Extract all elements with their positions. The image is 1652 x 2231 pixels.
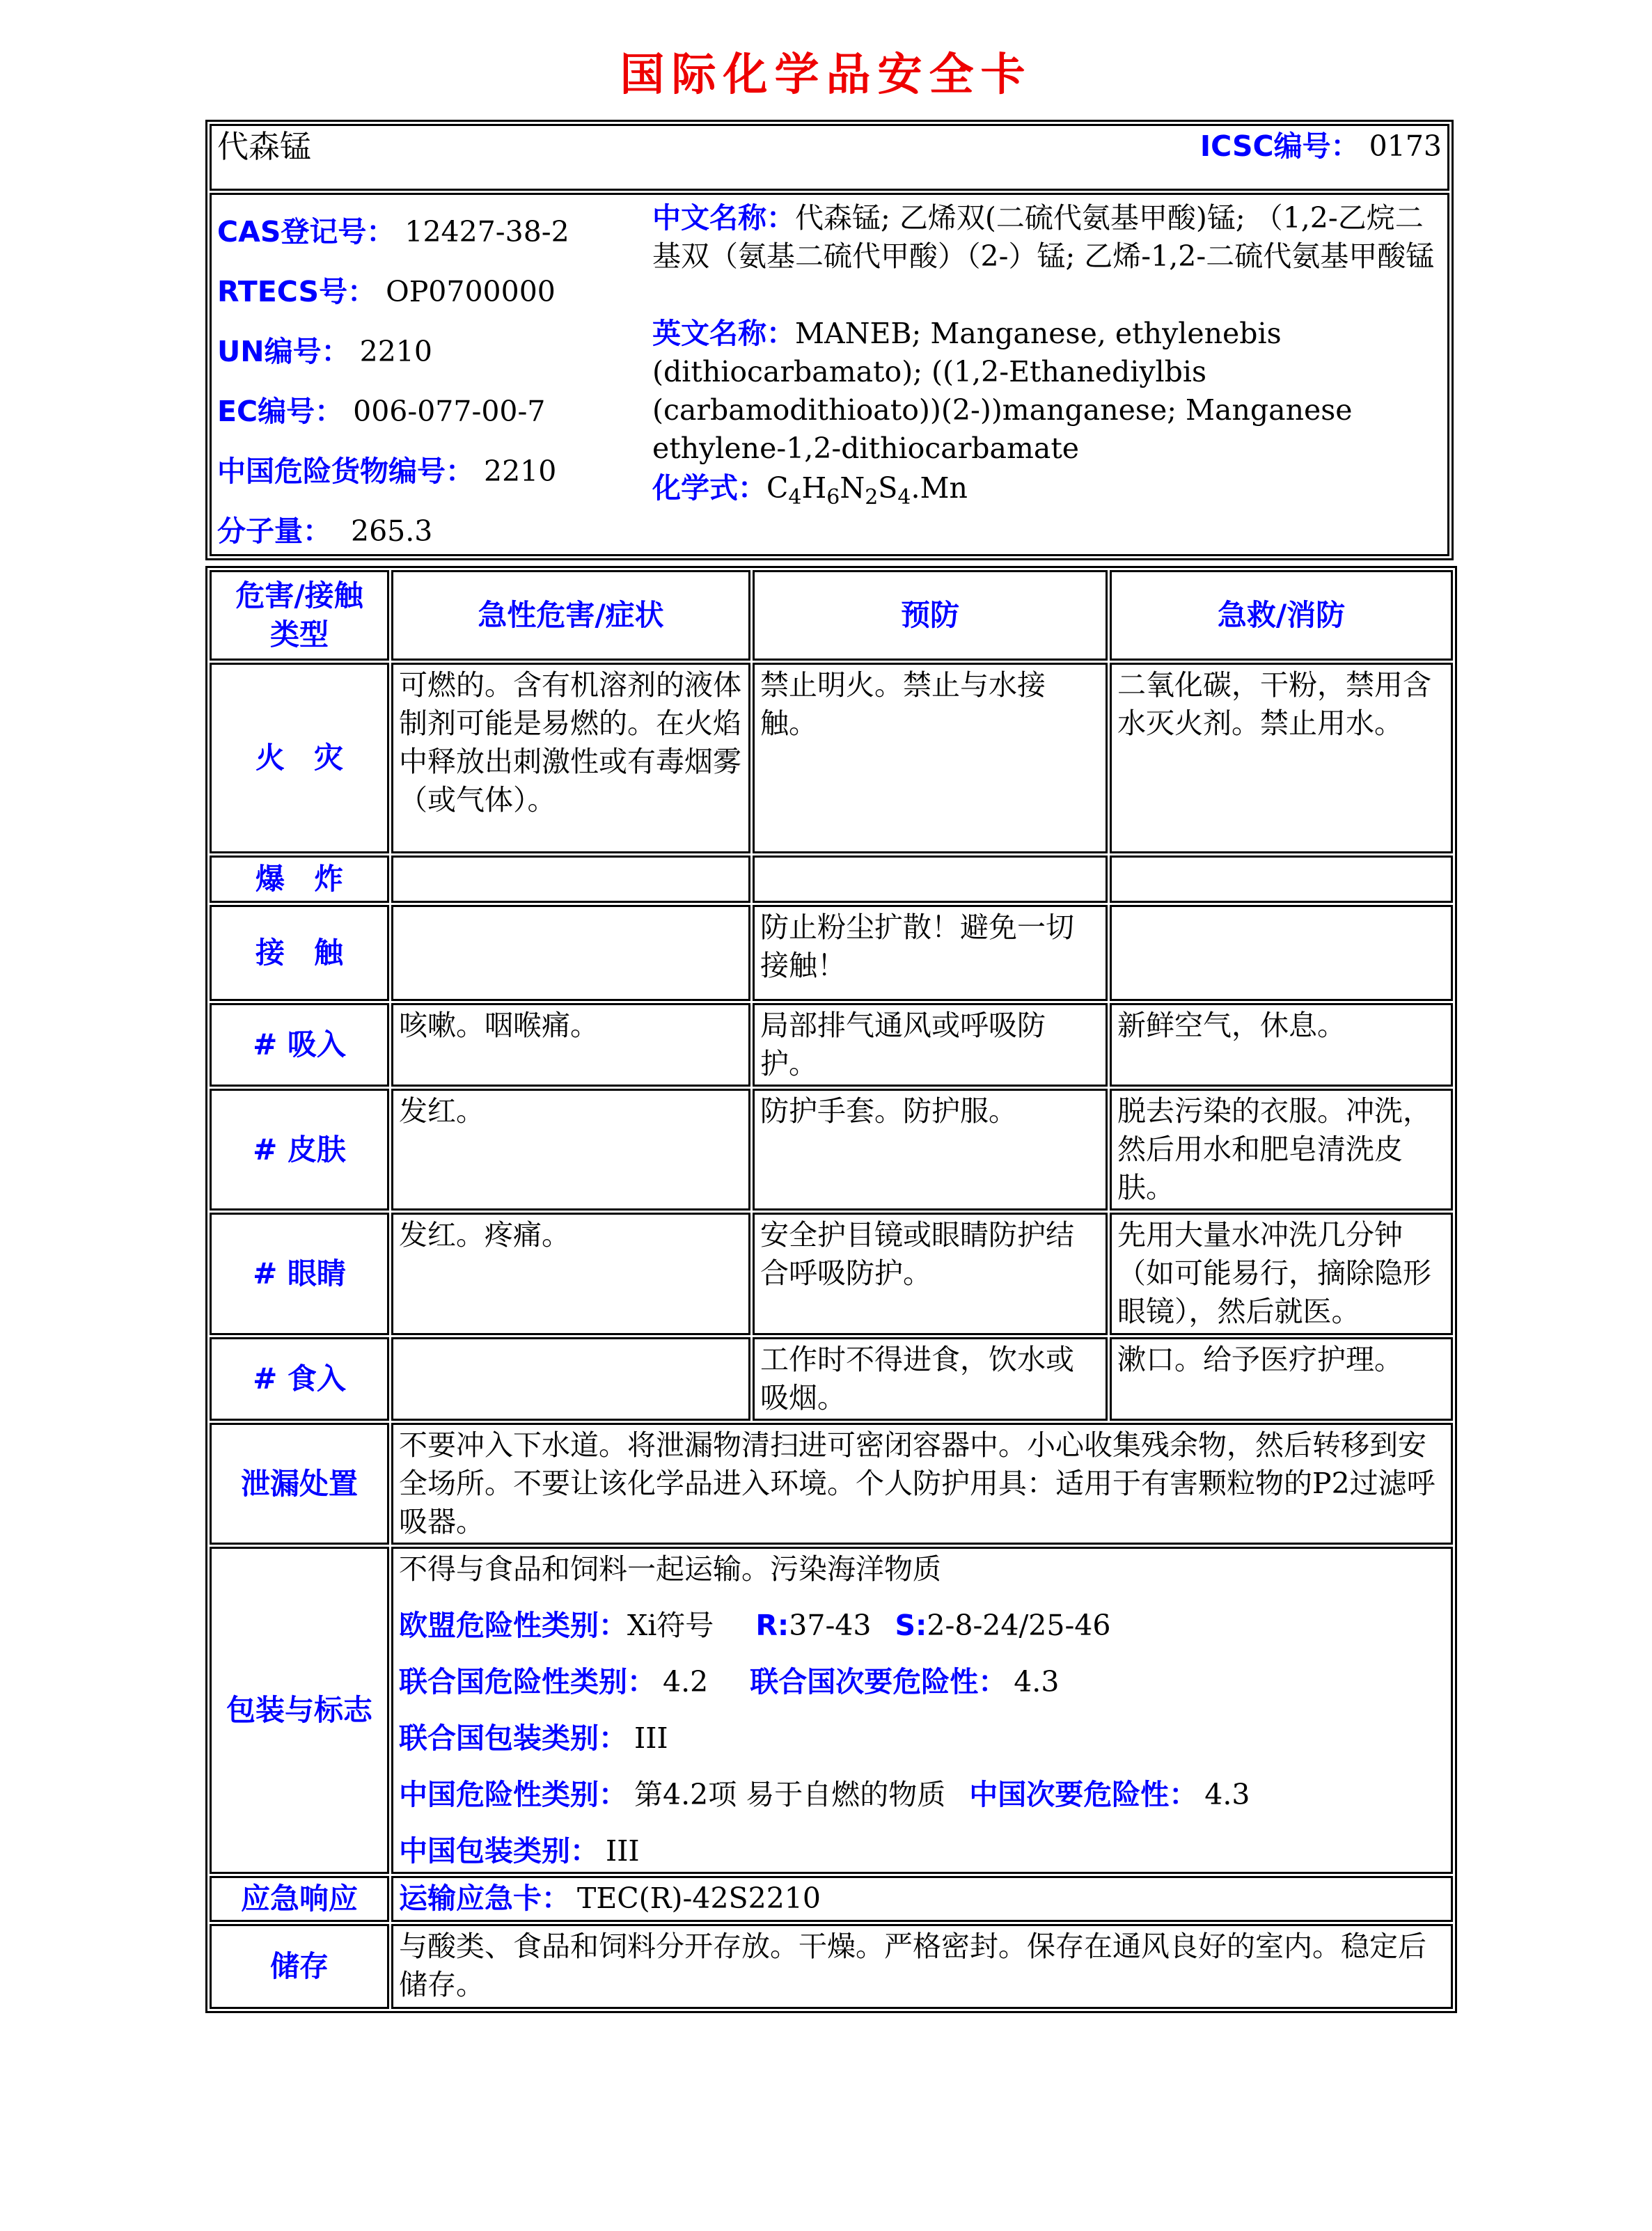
cas-label: CAS登记号： [217, 215, 395, 249]
cas-value: 12427-38-2 [404, 215, 569, 249]
ingestion-firstaid: 漱口。给予医疗护理。 [1110, 1337, 1453, 1421]
contact-firstaid [1110, 905, 1453, 1001]
packaging-transport-note: 不得与食品和饲料一起运输。污染海洋物质 [399, 1552, 941, 1586]
chinese-name-label: 中文名称： [652, 201, 795, 235]
chemical-names-block [652, 196, 1442, 553]
fire-prevention: 禁止明火。禁止与水接触。 [753, 663, 1108, 853]
packaging-un-class: 联合国危险性类别： 4.2 联合国次要危险性： 4.3 [399, 1665, 1060, 1698]
table-row-emergency [210, 1876, 1453, 1922]
table-row-ingestion [210, 1337, 1453, 1421]
header-acute-symptoms: 急性危害/症状 [391, 570, 750, 661]
transport-emergency-card-value: TEC(R)-42S2210 [577, 1882, 821, 1915]
table-row-inhalation [210, 1003, 1453, 1087]
hazard-table-header-row [210, 570, 1453, 661]
row-label-inhalation: # 吸入 [253, 1027, 346, 1062]
ec-value: 006-077-00-7 [353, 395, 546, 428]
table-row-packaging [210, 1547, 1453, 1874]
ingestion-symptoms [391, 1337, 750, 1421]
substance-header-row [210, 124, 1449, 191]
packaging-eu-class: 欧盟危险性类别：Xi符号 R:37-43 S:2-8-24/25-46 [399, 1609, 1111, 1642]
substance-name: 代森锰 [217, 128, 312, 165]
row-label-ingestion: # 食入 [253, 1362, 346, 1396]
chinese-name [652, 199, 1442, 276]
chinese-name-value: 代森锰; 乙烯双(二硫代氨基甲酸)锰; （1,2-乙烷二基双（氨基二硫代甲酸）（2-）锰; 乙烯-1,2-二硫代氨基甲酸锰 [652, 201, 1435, 273]
chemical-formula [652, 469, 1442, 517]
un-number [217, 322, 652, 381]
rtecs-number [217, 262, 652, 322]
header-prevention: 预防 [753, 570, 1108, 661]
english-name-label: 英文名称： [652, 317, 795, 350]
icsc-number-label: ICSC编号： [1199, 129, 1360, 163]
page-title: 国际化学品安全卡 [620, 49, 1032, 101]
skin-firstaid: 脱去污染的衣服。冲洗，然后用水和肥皂清洗皮肤。 [1110, 1089, 1453, 1211]
ec-number [217, 381, 652, 441]
china-cargo-label: 中国危险货物编号： [217, 455, 474, 488]
eyes-prevention: 安全护目镜或眼睛防护结合呼吸防护。 [753, 1213, 1108, 1335]
emergency-cell [391, 1876, 1453, 1922]
identification-table [205, 120, 1454, 560]
cas-number [217, 202, 652, 262]
packaging-cn-pack-class: 中国包装类别： III [399, 1834, 640, 1868]
molecular-weight-value: 265.3 [351, 514, 433, 548]
chemical-formula-value: $C_4H_6N_2S_4.Mn$ [766, 471, 968, 510]
identifiers-row [210, 193, 1449, 556]
explosion-symptoms [391, 856, 750, 903]
table-row-contact [210, 905, 1453, 1001]
table-row-skin [210, 1089, 1453, 1211]
table-row-eyes [210, 1213, 1453, 1335]
english-name-value: MANEB; Manganese, ethylenebis (dithiocarbamato); ((1,2-Ethanediylbis (carbamodithioato))(2-))manganese; Manganese ethylene-1,2-dithiocarbamate [652, 317, 1353, 465]
table-row-explosion [210, 856, 1453, 903]
molecular-weight [217, 501, 652, 556]
registry-numbers-block [217, 196, 652, 553]
rtecs-label: RTECS号： [217, 275, 377, 308]
explosion-firstaid [1110, 856, 1453, 903]
row-label-explosion: 爆 炸 [255, 862, 343, 896]
row-label-contact: 接 触 [255, 936, 343, 970]
hazard-table [205, 566, 1457, 2013]
transport-emergency-card-label: 运输应急卡： [399, 1882, 570, 1915]
rtecs-value: OP0700000 [386, 275, 556, 308]
skin-prevention: 防护手套。防护服。 [753, 1089, 1108, 1211]
un-label: UN编号： [217, 335, 350, 368]
china-cargo-value: 2210 [484, 455, 557, 488]
spill-text: 不要冲入下水道。将泄漏物清扫进可密闭容器中。小心收集残余物，然后转移到安全场所。不要让该化学品进入环境。个人防护用具：适用于有害颗粒物的P2过滤呼吸器。 [391, 1423, 1453, 1545]
icsc-number-value: 0173 [1369, 129, 1442, 163]
contact-prevention: 防止粉尘扩散！避免一切接触！ [753, 905, 1108, 1001]
row-label-spill: 泄漏处置 [240, 1466, 358, 1501]
contact-symptoms [391, 905, 750, 1001]
chemical-formula-label: 化学式： [652, 471, 766, 505]
storage-text: 与酸类、食品和饲料分开存放。干燥。严格密封。保存在通风良好的室内。稳定后储存。 [391, 1924, 1453, 2009]
fire-firstaid: 二氧化碳，干粉，禁用含水灭火剂。禁止用水。 [1110, 663, 1453, 853]
row-label-packaging: 包装与标志 [226, 1693, 372, 1727]
table-row-spill [210, 1423, 1453, 1545]
icsc-number [1200, 127, 1442, 166]
row-label-fire: 火 灾 [255, 741, 343, 775]
row-label-storage: 储存 [269, 1949, 329, 1983]
skin-symptoms: 发红。 [391, 1089, 750, 1211]
molecular-weight-label: 分子量： [217, 514, 331, 548]
header-hazard-type: 危害/接触 类型 [210, 570, 389, 661]
explosion-prevention [753, 856, 1108, 903]
packaging-cn-class: 中国危险性类别： 第4.2项 易于自燃的物质 中国次要危险性： 4.3 [399, 1778, 1250, 1811]
table-row-storage [210, 1924, 1453, 2009]
packaging-cell [391, 1547, 1453, 1874]
china-cargo-number [217, 441, 652, 501]
inhalation-prevention: 局部排气通风或呼吸防护。 [753, 1003, 1108, 1087]
table-row-fire [210, 663, 1453, 853]
eyes-firstaid: 先用大量水冲洗几分钟（如可能易行，摘除隐形眼镜），然后就医。 [1110, 1213, 1453, 1335]
inhalation-symptoms: 咳嗽。咽喉痛。 [391, 1003, 750, 1087]
ec-label: EC编号： [217, 395, 344, 428]
packaging-un-pack-class: 联合国包装类别： III [399, 1721, 668, 1755]
header-firstaid-firefighting: 急救/消防 [1110, 570, 1453, 661]
ingestion-prevention: 工作时不得进食，饮水或吸烟。 [753, 1337, 1108, 1421]
un-value: 2210 [359, 335, 432, 368]
english-name [652, 315, 1442, 468]
inhalation-firstaid: 新鲜空气，休息。 [1110, 1003, 1453, 1087]
row-label-emergency: 应急响应 [240, 1882, 358, 1916]
row-label-skin: # 皮肤 [253, 1132, 346, 1167]
eyes-symptoms: 发红。疼痛。 [391, 1213, 750, 1335]
row-label-eyes: # 眼睛 [253, 1256, 346, 1291]
fire-symptoms: 可燃的。含有机溶剂的液体制剂可能是易燃的。在火焰中释放出刺激性或有毒烟雾（或气体）。 [391, 663, 750, 853]
